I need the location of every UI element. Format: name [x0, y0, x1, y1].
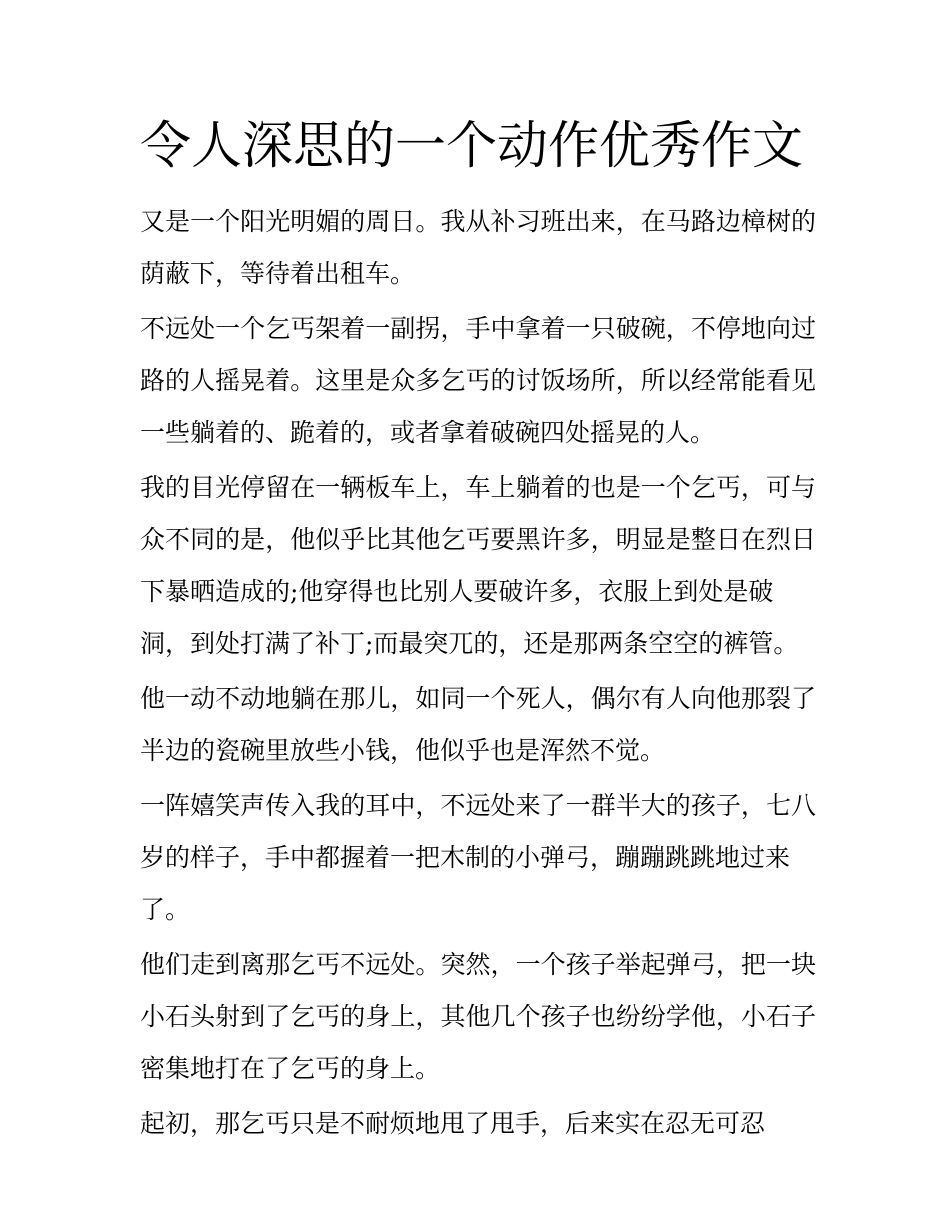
text-line: 了。: [140, 895, 191, 924]
text-line: 小石头射到了乞丐的身上，其他几个孩子也纷纷学他，小石子: [140, 1002, 816, 1031]
text-line: 一些躺着的、跪着的，或者拿着破碗四处摇晃的人。: [140, 418, 716, 447]
text-line: 又是一个阳光明媚的周日。我从补习班出来，在马路边樟树的: [140, 207, 816, 236]
text-line: 我的目光停留在一辆板车上，车上躺着的也是一个乞丐，可与: [140, 473, 816, 502]
text-line: 起初，那乞丐只是不耐烦地甩了甩手，后来实在忍无可忍: [140, 1109, 766, 1138]
text-line: 岁的样子，手中都握着一把木制的小弹弓，蹦蹦跳跳地过来: [140, 843, 791, 872]
document-body: [140, 196, 816, 1150]
text-line: 半边的瓷碗里放些小钱，他似乎也是浑然不觉。: [140, 736, 666, 765]
text-line: 不远处一个乞丐架着一副拐，手中拿着一只破碗，不停地向过: [140, 314, 816, 343]
text-line: 一阵嬉笑声传入我的耳中，不远处来了一群半大的孩子，七八: [140, 791, 816, 820]
text-line: 下暴晒造成的;他穿得也比别人要破许多，衣服上到处是破: [140, 577, 774, 606]
text-line: 密集地打在了乞丐的身上。: [140, 1054, 441, 1083]
document-title: 令人深思的一个动作优秀作文: [140, 117, 804, 176]
text-line: 众不同的是，他似乎比其他乞丐要黑许多，明显是整日在烈日: [140, 525, 816, 554]
text-line: 洞，到处打满了补丁;而最突兀的，还是那两条空空的裤管。: [140, 629, 799, 658]
text-line: 他一动不动地躺在那儿，如同一个死人，偶尔有人向他那裂了: [140, 684, 816, 713]
text-line: 他们走到离那乞丐不远处。突然，一个孩子举起弹弓，把一块: [140, 950, 816, 979]
text-line: 荫蔽下，等待着出租车。: [140, 259, 416, 288]
text-line: 路的人摇晃着。这里是众多乞丐的讨饭场所，所以经常能看见: [140, 366, 816, 395]
